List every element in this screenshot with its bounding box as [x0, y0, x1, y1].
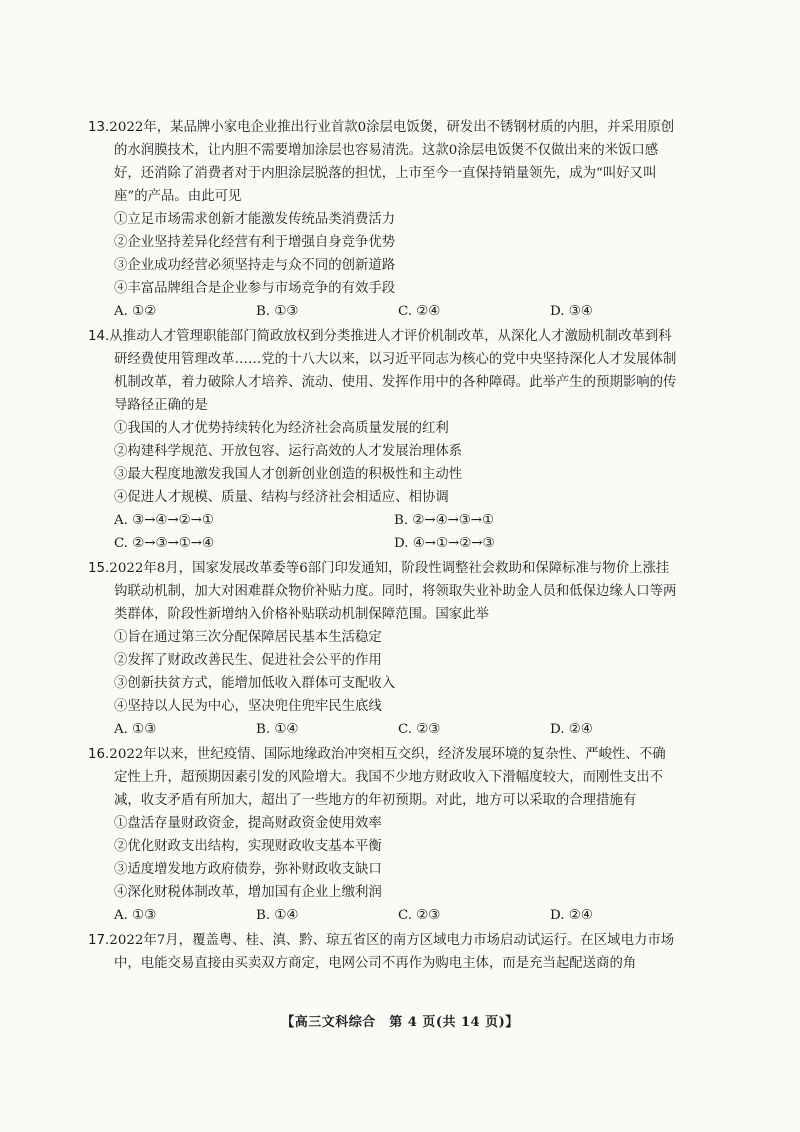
- answer-options: [88, 509, 678, 555]
- option-c: C. ②→③→①→④: [114, 536, 214, 551]
- statement-item: ①盘活存量财政资金，提高财政资金使用效率: [114, 816, 382, 831]
- option-a: A. ①②: [114, 304, 157, 319]
- page-footer: 【高三文科综合 第 4 页(共 14 页)】: [281, 1015, 519, 1030]
- question-14: [88, 325, 678, 555]
- question-stem: [88, 743, 678, 812]
- option-c: C. ②④: [398, 304, 441, 319]
- statement-item: ③最大程度地激发我国人才创新创业创造的积极性和主动性: [114, 467, 463, 482]
- statement-item: ③企业成功经营必须坚持走与众不同的创新道路: [114, 258, 396, 273]
- option-b: B. ①④: [256, 722, 299, 737]
- question-text: 2022年8月，国家发展改革委等6部门印发通知，阶段性调整社会救助和保障标准与物价上涨挂钩联动机制，加大对困难群众物价补贴力度。同时，将领取失业补助金人员和低保边缘人口等两类群体，阶段性新增纳入价格补贴联动机制保障范围。国家此举: [109, 561, 677, 622]
- statement-list: [88, 812, 678, 904]
- answer-options: [88, 718, 678, 741]
- option-d: D. ②④: [550, 722, 593, 737]
- answer-options: [88, 300, 678, 323]
- statement-item: ②构建科学规范、开放包容、运行高效的人才发展治理体系: [114, 444, 463, 459]
- option-d: D. ③④: [550, 304, 593, 319]
- question-text: 2022年，某品牌小家电企业推出行业首款0涂层电饭煲，研发出不锈钢材质的内胆，并采用原创的水润膜技术，让内胆不需要增加涂层也容易清洗。这款0涂层电饭煲不仅做出来的米饭口感好，还消除了消费者对于内胆涂层脱落的担忧，上市至今一直保持销量领先，成为“叫好又叫座”的产品。由此可见: [109, 120, 675, 204]
- question-stem: [88, 929, 678, 975]
- option-a: A. ③→④→②→①: [114, 513, 214, 528]
- statement-item: ②优化财政支出结构，实现财政收支基本平衡: [114, 839, 382, 854]
- question-16: [88, 743, 678, 927]
- option-a: A. ①③: [114, 722, 157, 737]
- statement-item: ②企业坚持差异化经营有利于增强自身竞争优势: [114, 235, 396, 250]
- question-13: [88, 116, 678, 323]
- question-number: 14.: [88, 329, 110, 344]
- question-number: 16.: [88, 747, 110, 762]
- option-a: A. ①③: [114, 908, 157, 923]
- statement-item: ③适度增发地方政府债券，弥补财政收支缺口: [114, 862, 382, 877]
- statement-item: ①我国的人才优势持续转化为经济社会高质量发展的红利: [114, 421, 449, 436]
- statement-item: ②发挥了财政改善民生、促进社会公平的作用: [114, 653, 382, 668]
- statement-item: ①立足市场需求创新才能激发传统品类消费活力: [114, 212, 396, 227]
- option-d: D. ④→①→②→③: [394, 536, 495, 551]
- option-c: C. ②③: [398, 908, 441, 923]
- question-15: [88, 557, 678, 741]
- question-stem: [88, 325, 678, 417]
- question-number: 13.: [88, 120, 110, 135]
- statement-item: ④坚持以人民为中心，坚决兜住兜牢民生底线: [114, 699, 382, 714]
- statement-item: ③创新扶贫方式，能增加低收入群体可支配收入: [114, 676, 396, 691]
- question-number: 17.: [88, 933, 110, 948]
- statement-item: ④丰富品牌组合是企业参与市场竞争的有效手段: [114, 281, 396, 296]
- statement-item: ④促进人才规模、质量、结构与经济社会相适应、相协调: [114, 490, 449, 505]
- question-text: 2022年7月，覆盖粤、桂、滇、黔、琼五省区的南方区域电力市场启动试运行。在区域电力市场中，电能交易直接由买卖双方商定，电网公司不再作为购电主体，而是充当起配送商的角: [109, 933, 675, 971]
- question-stem: [88, 557, 678, 626]
- statement-list: [88, 417, 678, 509]
- option-d: D. ②④: [550, 908, 593, 923]
- statement-list: [88, 626, 678, 718]
- question-text: 2022年以来，世纪疫情、国际地缘政治冲突相互交织，经济发展环境的复杂性、严峻性、不确定性上升，超预期因素引发的风险增大。我国不少地方财政收入下滑幅度较大，而刚性支出不减，收支矛盾有所加大，超出了一些地方的年初预期。对此，地方可以采取的合理措施有: [109, 747, 666, 808]
- option-b: B. ①④: [256, 908, 299, 923]
- statement-list: [88, 208, 678, 300]
- option-c: C. ②③: [398, 722, 441, 737]
- question-number: 15.: [88, 561, 110, 576]
- question-17: [88, 929, 678, 975]
- statement-item: ①旨在通过第三次分配保障居民基本生活稳定: [114, 630, 382, 645]
- answer-options: [88, 904, 678, 927]
- option-b: B. ①③: [256, 304, 299, 319]
- statement-item: ④深化财税体制改革，增加国有企业上缴利润: [114, 885, 382, 900]
- question-stem: [88, 116, 678, 208]
- question-list: [88, 116, 678, 977]
- option-b: B. ②→④→③→①: [394, 513, 495, 528]
- question-text: 从推动人才管理职能部门简政放权到分类推进人才评价机制改革，从深化人才激励机制改革到科研经费使用管理改革……党的十八大以来，以习近平同志为核心的党中央坚持深化人才发展体制机制改革，着力破除人才培养、流动、使用、发挥作用中的各种障碍。此举产生的预期影响的传导路径正确的是: [109, 329, 677, 413]
